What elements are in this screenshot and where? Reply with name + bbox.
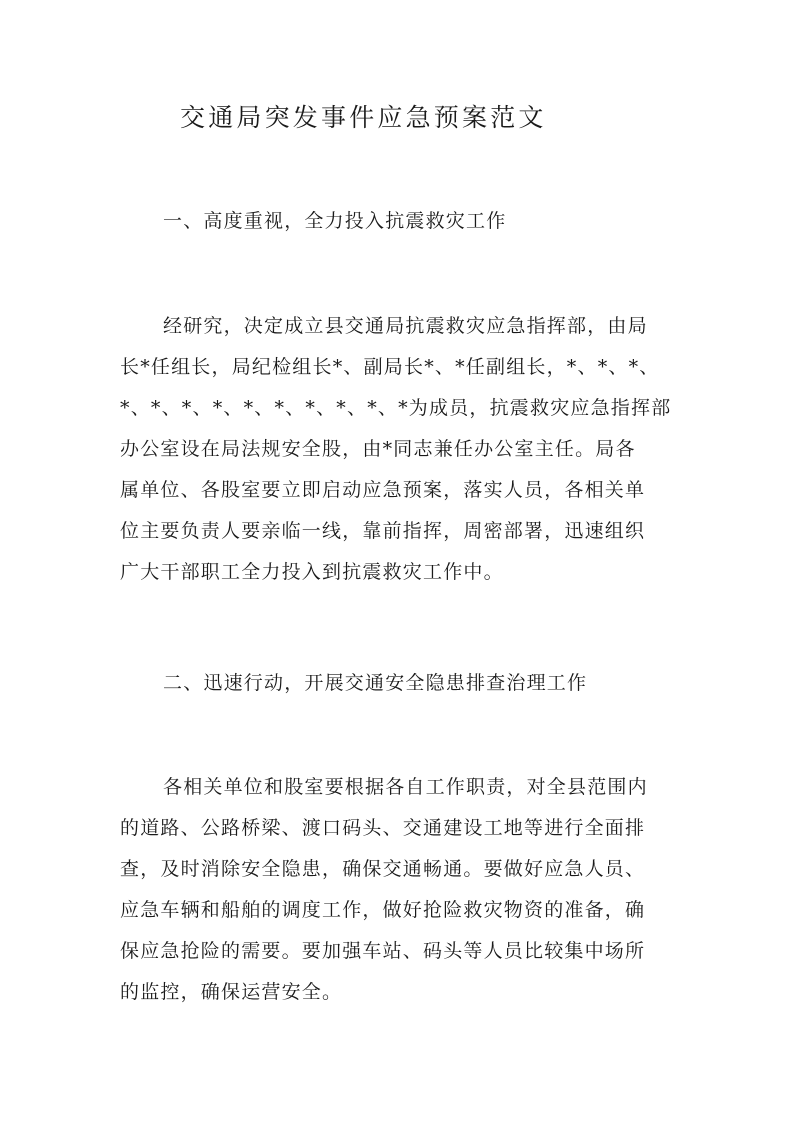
- paragraph-line: 位主要负责人要亲临一线，靠前指挥，周密部署，迅速组织: [120, 520, 646, 542]
- paragraph-line: *、*、*、*、*、*、*、*、*、*为成员，抗震救灾应急指挥部: [120, 397, 672, 419]
- paragraph-line: 查，及时消除安全隐患，确保交通畅通。要做好应急人员、: [120, 858, 646, 880]
- section-heading-2: 二、迅速行动，开展交通安全隐患排查治理工作: [163, 672, 588, 694]
- section-heading-1: 一、高度重视，全力投入抗震救灾工作: [163, 210, 507, 232]
- section-paragraph-2: [120, 767, 648, 1013]
- paragraph-line: 办公室设在局法规安全股，由*同志兼任办公室主任。局各: [120, 438, 636, 460]
- paragraph-line: 经研究，决定成立县交通局抗震救灾应急指挥部，由局: [163, 315, 648, 337]
- paragraph-line: 各相关单位和股室要根据各自工作职责，对全县范围内: [163, 776, 648, 798]
- paragraph-line: 属单位、各股室要立即启动应急预案，落实人员，各相关单: [120, 479, 646, 501]
- document-title: 交通局突发事件应急预案范文: [180, 103, 547, 132]
- paragraph-line: 应急车辆和船舶的调度工作，做好抢险救灾物资的准备，确: [120, 899, 646, 921]
- paragraph-line: 的道路、公路桥梁、渡口码头、交通建设工地等进行全面排: [120, 817, 646, 839]
- paragraph-line: 的监控，确保运营安全。: [120, 981, 343, 1003]
- paragraph-line: 广大干部职工全力投入到抗震救灾工作中。: [120, 561, 504, 583]
- paragraph-line: 长*任组长，局纪检组长*、副局长*、*任副组长，*、*、*、: [120, 356, 660, 378]
- paragraph-line: 保应急抢险的需要。要加强车站、码头等人员比较集中场所: [120, 940, 646, 962]
- section-paragraph-1: [120, 306, 671, 593]
